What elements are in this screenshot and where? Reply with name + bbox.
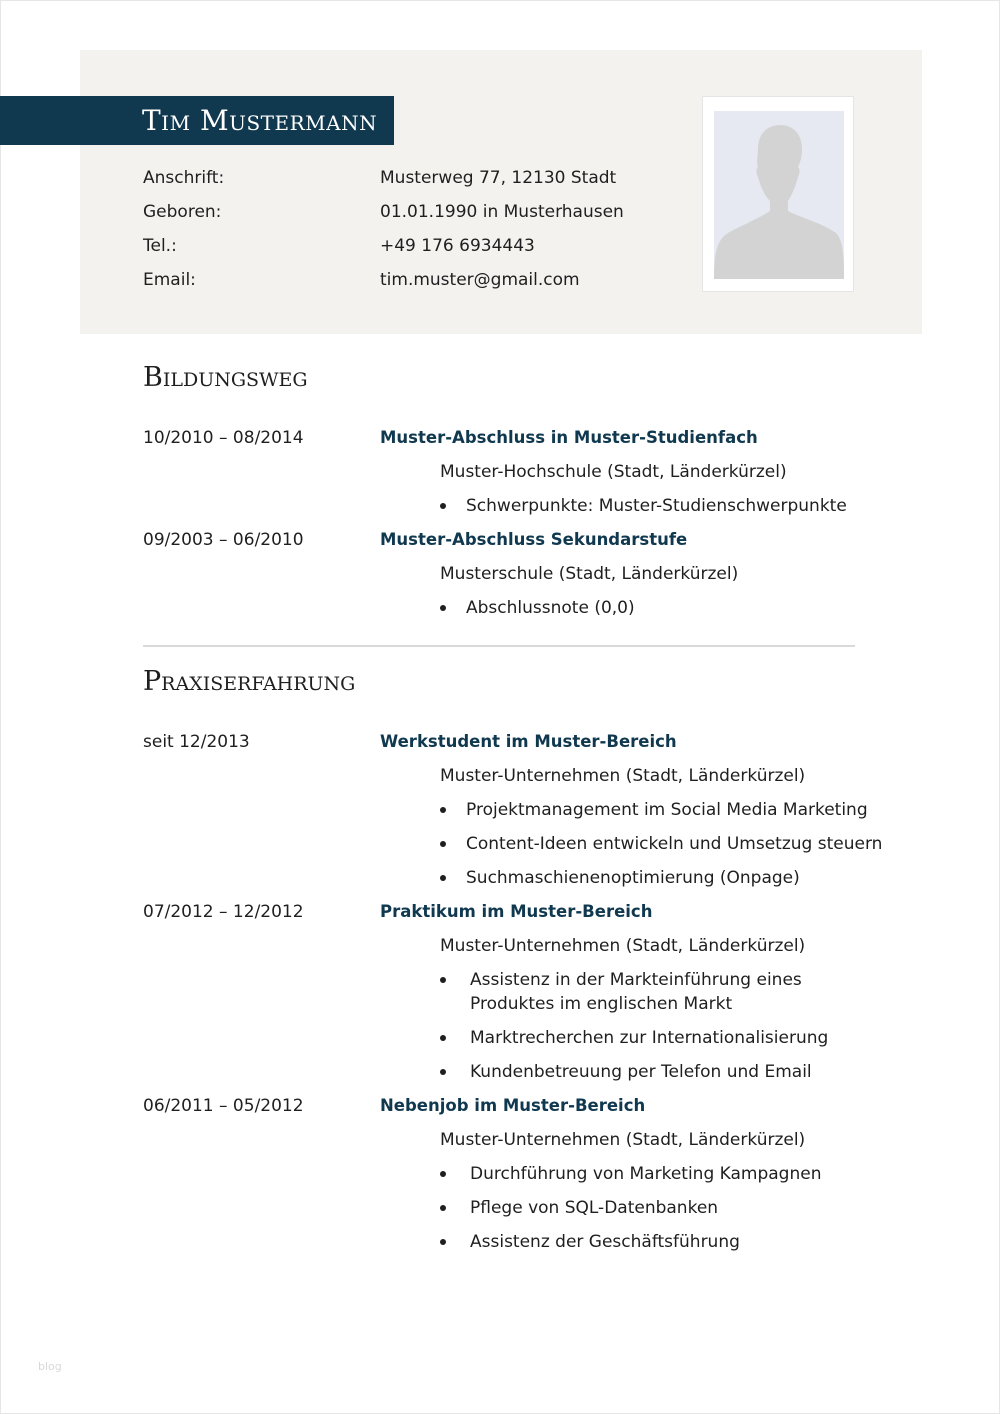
experience-org: Muster-Unternehmen (Stadt, Länderkürzel) xyxy=(440,936,806,956)
contact-label: Geboren: xyxy=(143,202,222,222)
list-item-text: Schwerpunkte: Muster-Studienschwerpunkte xyxy=(466,496,847,516)
experience-title: Werkstudent im Muster-Bereich xyxy=(380,732,677,751)
education-date: 09/2003 – 06/2010 xyxy=(143,530,304,550)
bullet-icon xyxy=(440,1239,446,1245)
watermark: blog xyxy=(38,1360,62,1373)
section-divider xyxy=(143,645,855,647)
list-item-text: Content-Ideen entwickeln und Umsetzug steuern xyxy=(466,834,883,854)
list-item-text: Assistenz der Geschäftsführung xyxy=(470,1232,740,1252)
contact-label: Anschrift: xyxy=(143,168,225,188)
education-org: Musterschule (Stadt, Länderkürzel) xyxy=(440,564,739,584)
education-title: Muster-Abschluss Sekundarstufe xyxy=(380,530,688,549)
education-date: 10/2010 – 08/2014 xyxy=(143,428,304,448)
bullet-icon xyxy=(440,1035,446,1041)
contact-label: Email: xyxy=(143,270,196,290)
contact-value: +49 176 6934443 xyxy=(380,236,535,256)
list-item-text: Marktrecherchen zur Internationalisierung xyxy=(470,1028,829,1048)
experience-org: Muster-Unternehmen (Stadt, Länderkürzel) xyxy=(440,1130,806,1150)
bullet-icon xyxy=(440,1069,446,1075)
bullet-icon xyxy=(440,841,446,847)
education-title: Muster-Abschluss in Muster-Studienfach xyxy=(380,428,758,447)
list-item-text: Assistenz in der Markteinführung eines xyxy=(470,970,802,990)
bullet-icon xyxy=(440,1205,446,1211)
experience-org: Muster-Unternehmen (Stadt, Länderkürzel) xyxy=(440,766,806,786)
contact-value: 01.01.1990 in Musterhausen xyxy=(380,202,624,222)
list-item-text: Suchmaschienenoptimierung (Onpage) xyxy=(466,868,800,888)
section-title-education: Bildungsweg xyxy=(143,362,308,393)
list-item-text: Produktes im englischen Markt xyxy=(470,994,733,1014)
bullet-icon xyxy=(440,605,446,611)
experience-title: Nebenjob im Muster-Bereich xyxy=(380,1096,646,1115)
list-item-text: Abschlussnote (0,0) xyxy=(466,598,635,618)
contact-value: tim.muster@gmail.com xyxy=(380,270,580,290)
bullet-icon xyxy=(440,977,446,983)
list-item-text: Durchführung von Marketing Kampagnen xyxy=(470,1164,822,1184)
contact-value: Musterweg 77, 12130 Stadt xyxy=(380,168,617,188)
list-item-text: Kundenbetreuung per Telefon und Email xyxy=(470,1062,812,1082)
list-item-text: Pflege von SQL-Datenbanken xyxy=(470,1198,719,1218)
experience-title: Praktikum im Muster-Bereich xyxy=(380,902,653,921)
experience-date: seit 12/2013 xyxy=(143,732,250,752)
profile-photo xyxy=(702,96,854,292)
education-org: Muster-Hochschule (Stadt, Länderkürzel) xyxy=(440,462,787,482)
person-silhouette-icon xyxy=(714,111,844,279)
bullet-icon xyxy=(440,875,446,881)
bullet-icon xyxy=(440,503,446,509)
contact-label: Tel.: xyxy=(143,236,177,256)
experience-date: 06/2011 – 05/2012 xyxy=(143,1096,304,1116)
experience-date: 07/2012 – 12/2012 xyxy=(143,902,304,922)
name-banner: Tim Mustermann xyxy=(0,96,394,145)
bullet-icon xyxy=(440,807,446,813)
section-title-experience: Praxiserfahrung xyxy=(143,666,356,697)
bullet-icon xyxy=(440,1171,446,1177)
list-item-text: Projektmanagement im Social Media Marketing xyxy=(466,800,868,820)
